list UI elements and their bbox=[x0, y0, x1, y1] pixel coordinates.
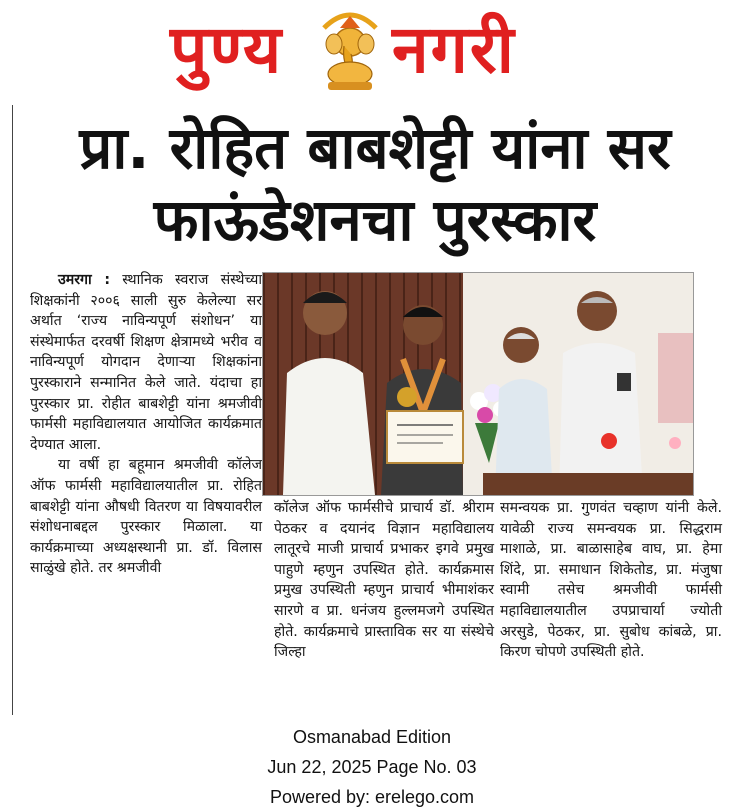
column-divider bbox=[12, 105, 13, 715]
powered-by-label: Powered by: erelego.com bbox=[269, 787, 475, 807]
edition-label: Osmanabad Edition bbox=[292, 727, 452, 747]
headline-line-2: फाऊंडेशनचा पुरस्कार bbox=[153, 186, 597, 254]
paragraph-2: या वर्षी हा बहूमान श्रमजीवी कॉलेज ऑफ फार्मसी महाविद्यालयातील प्रा. रोहित बाबशेट्टी यांना औषधी वितरण या विषयावरील संशोधनाबद्दल पुरस्कार मिळाला. या कार्यक्रमाच्या अध्यक्षस्थानी प्रा. डॉ. विलास साळुंखे होते. तर श्रमजीवी bbox=[30, 457, 262, 577]
article-column-2 bbox=[274, 498, 494, 663]
article-column-3 bbox=[500, 498, 722, 663]
masthead bbox=[0, 4, 744, 96]
date-page-label: Jun 22, 2025 Page No. 03 bbox=[267, 757, 477, 777]
dateline: उमरगा : bbox=[58, 272, 111, 288]
paragraph-1 bbox=[30, 270, 262, 455]
masthead-title-left: पुण्य bbox=[170, 11, 284, 88]
award-photo bbox=[262, 272, 694, 496]
ganesha-logo-icon bbox=[318, 8, 382, 92]
article-column-1 bbox=[30, 270, 262, 579]
paragraph-3: कॉलेज ऑफ फार्मसीचे प्राचार्य डॉ. श्रीराम पेठकर व दयानंद विज्ञान महाविद्यालय लातूरचे माजी प्राचार्य प्रभाकर इगवे प्रमुख पाहुणे म्हणुन उपस्थित होते. कार्यक्रमास प्रमुख उपस्थिती म्हणुन प्राचार्य भीमाशंकर सारणे व प्रा. धनंजय हुल्लमजगे उपस्थित होते. कार्यक्रमाचे प्रास्ताविक सर या संस्थेचे जिल्हा bbox=[274, 500, 494, 661]
masthead-title-right: नगरी bbox=[392, 11, 516, 88]
headline-line-1: प्रा. रोहित बाबशेट्टी यांना सर bbox=[79, 114, 671, 182]
paragraph-1-text: स्थानिक स्वराज संस्थेच्या शिक्षकांनी २००६ साली सुरु केलेल्या सर अर्थात ‘राज्य नाविन्यपूर्ण संशोधन’ या संस्थेमार्फत दरवर्षी शिक्षण क्षेत्रामध्ये भरीव व नाविन्यपूर्ण योगदान देणाऱ्या शिक्षकांना पुरस्काराने सन्मानित केले जाते. यंदाचा हा पुरस्कार प्रा. रोहीत बाबशेट्टी यांना श्रमजीवी फार्मसी महाविद्यालयात आयोजित कार्यक्रमात देण्यात आला. bbox=[30, 272, 262, 453]
paragraph-4: समन्वयक प्रा. गुणवंत चव्हाण यांनी केले. यावेळी राज्य समन्वयक प्रा. सिद्धराम माशाळे, प्रा. बाळासाहेब वाघ, प्रा. हेमा शिंदे, प्रा. समाधान शिकेतोड, प्रा. मंजुषा स्वामी तसेच श्रमजीवी फार्मसी महाविद्यालयातील उपप्राचार्या ज्योती अरसुडे, पेठकर, प्रा. सुबोध कांबळे, प्रा. किरण चोपणे उपस्थिती होते. bbox=[500, 500, 722, 661]
